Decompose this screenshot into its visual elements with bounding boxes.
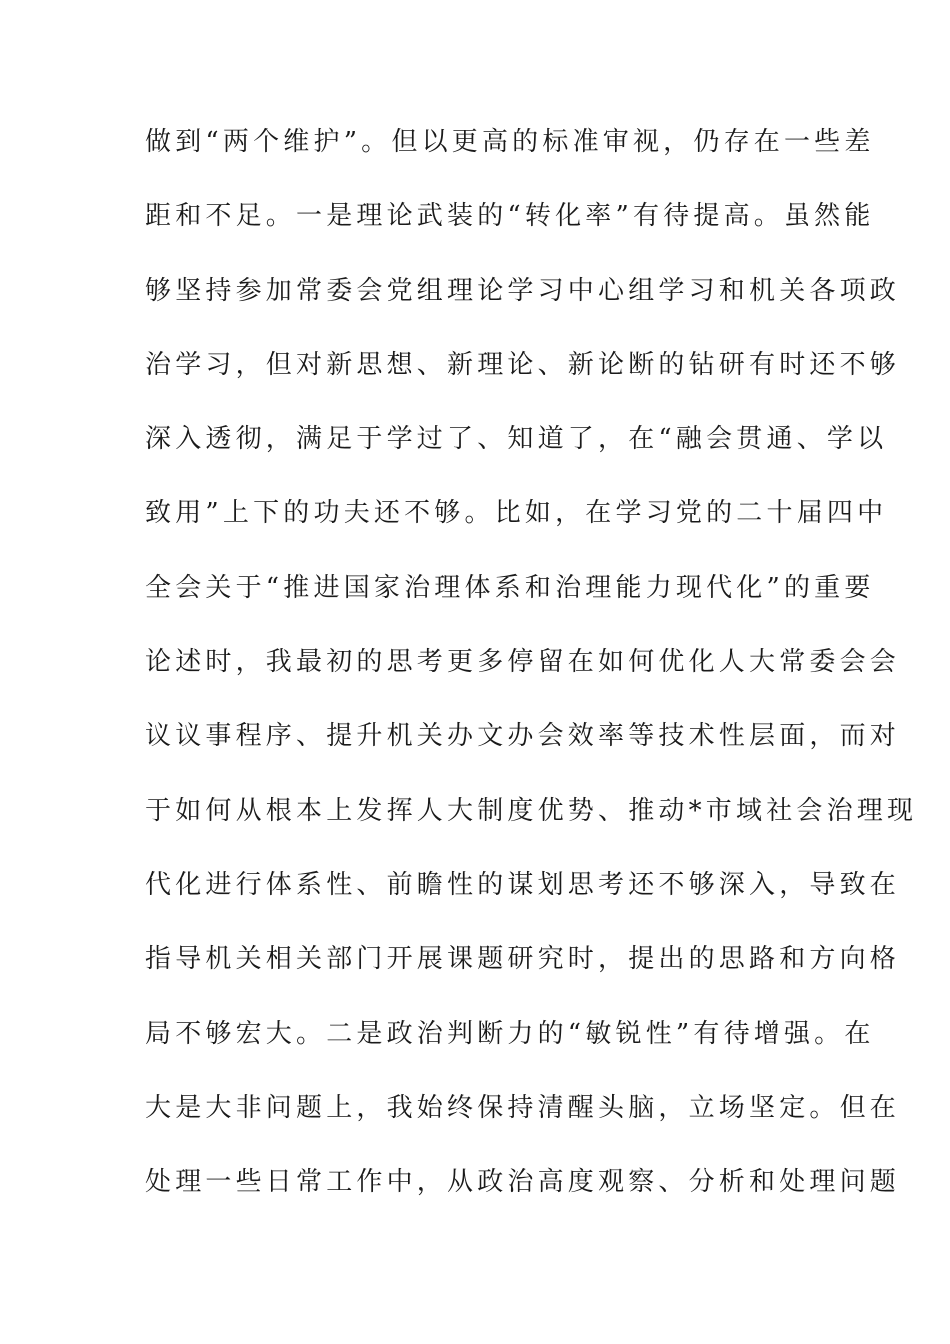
text-line-7: 全会关于“推进国家治理体系和治理能力现代化”的重要: [145, 572, 875, 603]
text-line-8: 论述时，我最初的思考更多停留在如何优化人大常委会会: [145, 647, 901, 678]
text-line-5: 深入透彻，满足于学过了、知道了，在“融会贯通、学以: [145, 424, 888, 455]
text-line-4: 治学习，但对新思想、新理论、新论断的钻研有时还不够: [145, 349, 901, 380]
body-paragraph: [145, 120, 918, 1234]
text-line-15: 处理一些日常工作中，从政治高度观察、分析和处理问题: [145, 1167, 901, 1198]
text-line-12: 指导机关相关部门开展课题研究时，提出的思路和方向格: [145, 944, 901, 975]
text-line-9: 议议事程序、提升机关办文办会效率等技术性层面，而对: [145, 721, 901, 752]
text-line-14: 大是大非问题上，我始终保持清醒头脑，立场坚定。但在: [145, 1092, 901, 1123]
text-line-3: 够坚持参加常委会党组理论学习中心组学习和机关各项政: [145, 275, 901, 306]
text-line-1: 做到“两个维护”。但以更高的标准审视，仍存在一些差: [145, 127, 875, 157]
text-line-13: 局不够宏大。二是政治判断力的“敏锐性”有待增强。在: [145, 1018, 875, 1049]
text-line-10: 于如何从根本上发挥人大制度优势、推动*市域社会治理现: [145, 795, 918, 826]
text-line-6: 致用”上下的功夫还不够。比如，在学习党的二十届四中: [145, 498, 888, 529]
text-line-2: 距和不足。一是理论武装的“转化率”有待提高。虽然能: [145, 201, 875, 232]
text-line-11: 代化进行体系性、前瞻性的谋划思考还不够深入，导致在: [145, 869, 901, 900]
